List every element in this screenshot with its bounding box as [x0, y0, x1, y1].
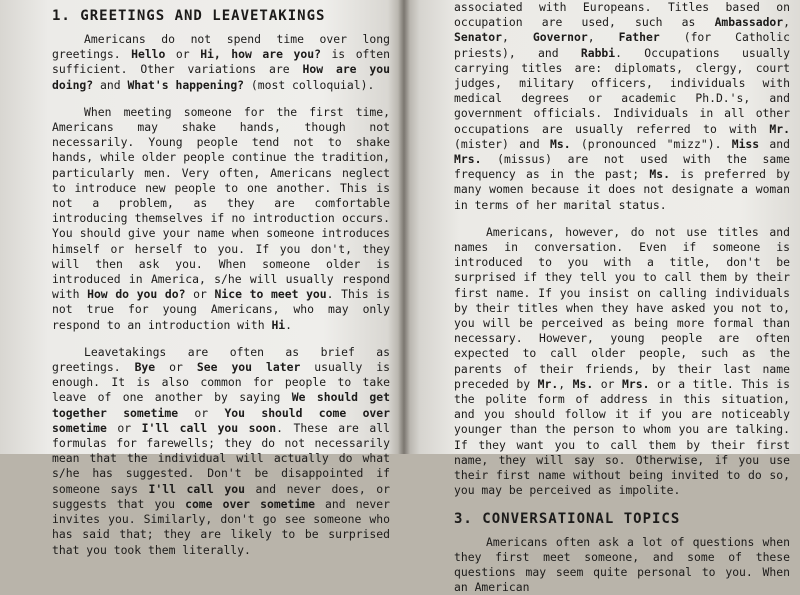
bold-phrase: Nice to meet you [215, 287, 327, 301]
text-run: associated with Europeans. Titles based on occupation are used, such as [454, 0, 790, 29]
paragraph [454, 0, 790, 213]
text-run: . Occupations usually carrying titles are: diplomats, clergy, court judges, military officers, individuals with medical degrees or academic Ph.D.'s, and government officials. Individuals in all other occupations are usually referred to with [454, 46, 790, 136]
text-run: and never does, or suggests that you [52, 482, 390, 511]
bold-phrase: Bye [135, 360, 156, 374]
bold-phrase: Rabbi [581, 46, 615, 60]
bold-phrase: come over sometime [185, 497, 315, 511]
text-run: (missus) are not used with the same frequency as in the past; [454, 152, 790, 181]
bold-phrase: You should come over sometime [52, 406, 390, 435]
text-run: is preferred by many women because it does not designate a woman in terms of her marital status. [454, 167, 790, 211]
bold-phrase: Mrs. [622, 377, 649, 391]
text-run: . These are all formulas for farewells; they do not necessarily mean that the individual will actually do what s/he has suggested. Don't be disappointed if someone says [52, 421, 390, 496]
text-run: , [558, 377, 572, 391]
paragraph [52, 32, 390, 93]
bold-phrase: Father [619, 30, 660, 44]
paragraph [454, 535, 790, 595]
bold-phrase: Senator [454, 30, 502, 44]
bold-phrase: Hi, how are you? [200, 47, 321, 61]
text-run: Americans do not spend time over long greetings. [52, 32, 390, 61]
bold-phrase: How are you doing? [52, 62, 390, 91]
section-heading-conversational-topics: 3. CONVERSATIONAL TOPICS [454, 511, 790, 527]
text-run: and [93, 78, 127, 92]
bold-phrase: I'll call you [149, 482, 246, 496]
bold-phrase: Ms. [550, 137, 571, 151]
text-run: (mister) and [454, 137, 550, 151]
paragraph [52, 345, 390, 558]
text-run: or [178, 406, 224, 420]
right-page [404, 0, 800, 454]
bold-phrase: Ms. [649, 167, 670, 181]
text-run: , [502, 30, 533, 44]
paragraph [454, 225, 790, 499]
bold-phrase: I'll call you soon [142, 421, 276, 435]
text-run: Leavetakings are often as brief as greetings. [52, 345, 390, 374]
text-run: usually is enough. It is also common for people to take leave of one another by saying [52, 360, 390, 404]
text-run: or a title. This is the polite form of address in this situation, and you should follow it if you are noticeably younger than the person to whom you are talking. If they want you to call them by their first name, they will say so. Otherwise, if you use their first name without being invited to do so, you may be perceived as impolite. [454, 377, 790, 497]
book-gutter [398, 0, 410, 454]
bold-phrase: What's happening? [127, 78, 244, 92]
left-page-body [52, 32, 390, 558]
text-run: or [165, 47, 200, 61]
bold-phrase: Miss [732, 137, 759, 151]
bold-phrase: Governor [533, 30, 588, 44]
bold-phrase: Mr. [769, 122, 790, 136]
bold-phrase: Hello [131, 47, 165, 61]
text-run: and never invites you. Similarly, don't go see someone who has said that; they are likely to be surprised that you took them literally. [52, 497, 390, 557]
text-run: Americans often ask a lot of questions when they first meet someone, and some of these questions may seem quite personal to you. When an American [454, 535, 790, 595]
text-run: (for Catholic priests), and [454, 30, 790, 59]
right-page-trailing [454, 535, 790, 595]
bold-phrase: Mrs. [454, 152, 481, 166]
bold-phrase: We should get together sometime [52, 390, 390, 419]
text-run: Americans, however, do not use titles and names in conversation. Even if someone is introduced to you with a title, don't be surprised if they tell you to call them by their first name. If you insist on calling individuals by their titles when they have asked you not to, you will be perceived as being more formal than necessary. However, young people are often expected to call older people, such as the parents of their friends, by their last name preceded by [454, 225, 790, 391]
text-run: or [593, 377, 622, 391]
text-run: When meeting someone for the first time, Americans may shake hands, though not necessarily. Young people tend not to shake hands, while older people continue the tradition, particularly men. Very often, Americans neglect to introduce new people to one another. This is not a problem, as they are comfortable introducing themselves if no introduction occurs. You should give your name when someone introduces himself or herself to you. If you don't, they will then ask you. When someone older is introduced in America, s/he will usually respond with [52, 105, 390, 301]
bold-phrase: How do you do? [87, 287, 185, 301]
text-run: or [186, 287, 215, 301]
text-run: or [155, 360, 197, 374]
text-run: , [588, 30, 619, 44]
section-heading-greetings: 1. GREETINGS AND LEAVETAKINGS [52, 8, 390, 24]
text-run: . [285, 318, 292, 332]
right-page-body [454, 0, 790, 499]
bold-phrase: Mr. [538, 377, 559, 391]
text-run: (most colloquial). [244, 78, 374, 92]
text-run: and [759, 137, 790, 151]
bold-phrase: See you later [197, 360, 300, 374]
text-run: (pronounced "mizz"). [571, 137, 732, 151]
bold-phrase: Ms. [573, 377, 594, 391]
bold-phrase: Hi [271, 318, 285, 332]
bold-phrase: Ambassador [715, 15, 784, 29]
left-page [0, 0, 404, 454]
paragraph [52, 105, 390, 333]
text-run: , [783, 15, 790, 29]
text-run: . This is not true for young Americans, who may only respond to an introduction with [52, 287, 390, 331]
text-run: is often sufficient. Other variations are [52, 47, 390, 76]
text-run: or [107, 421, 142, 435]
